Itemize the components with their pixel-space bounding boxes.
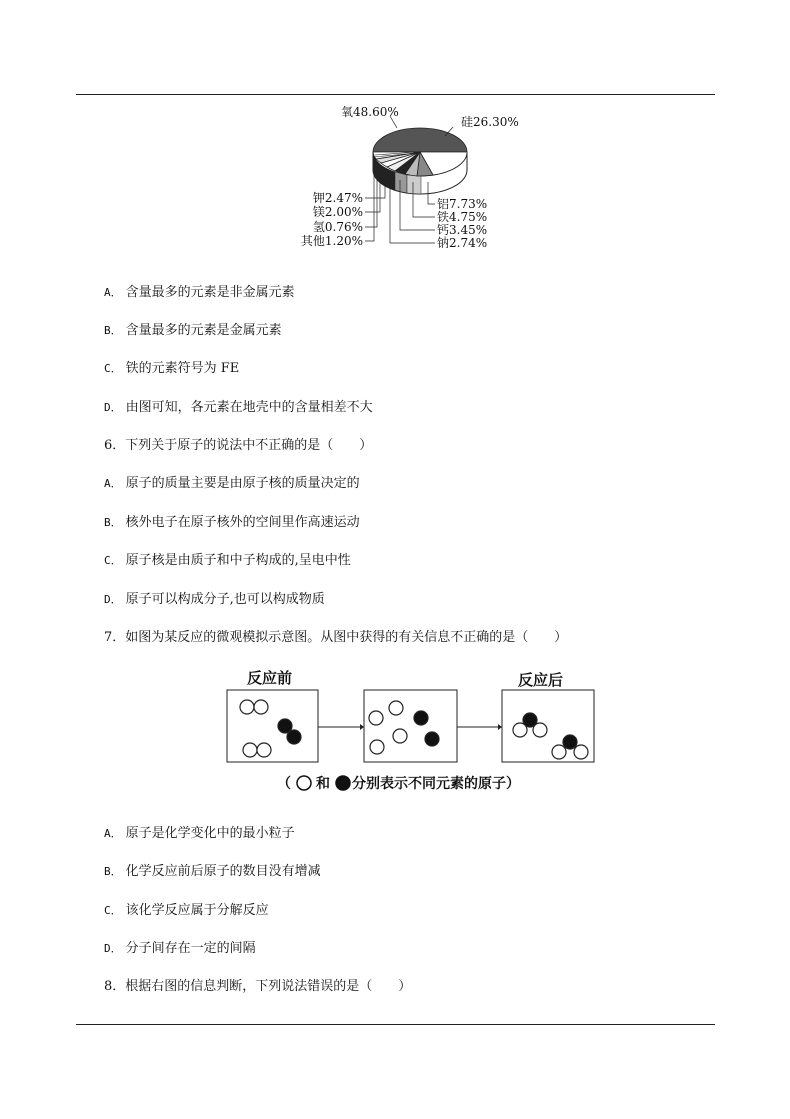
pie-label-aluminum: 铝7.73%: [437, 197, 488, 211]
option-text: 铁的元素符号为 FE: [125, 361, 240, 376]
option-letter: B．: [104, 516, 122, 529]
option-letter: D．: [104, 593, 122, 606]
q5-option-d: [104, 396, 373, 415]
q6-option-d: [104, 588, 325, 607]
crust-element-pie-chart: [295, 100, 520, 255]
option-letter: C．: [104, 362, 122, 375]
pie-label-sodium: 钠2.74%: [437, 236, 488, 250]
pie-label-hydrogen: 氢0.76%: [312, 220, 363, 234]
option-letter: A．: [104, 827, 122, 840]
option-text: 原子核是由质子和中子构成的,呈电中性: [125, 553, 351, 568]
q7-option-a: [104, 822, 295, 841]
option-letter: C．: [104, 904, 122, 917]
option-text: 原子是化学变化中的最小粒子: [125, 826, 295, 841]
legend-filled-circle-icon: [336, 776, 350, 790]
pie-label-potassium: 钾2.47%: [312, 191, 363, 205]
pie-slice-oxygen: [373, 128, 467, 152]
legend-and: 和: [316, 776, 330, 792]
option-text: 原子可以构成分子,也可以构成物质: [125, 592, 325, 607]
legend-open: （: [277, 776, 291, 792]
option-letter: D．: [104, 401, 122, 414]
q5-option-a: [104, 281, 295, 300]
q6-option-b: [104, 511, 360, 530]
q5-option-b: [104, 319, 282, 338]
q5-option-c: [104, 357, 239, 376]
option-text: 核外电子在原子核外的空间里作高速运动: [125, 515, 360, 530]
reaction-diagram: [220, 663, 610, 798]
q7-stem: 7．如图为某反应的微观模拟示意图。从图中获得的有关信息不正确的是（ ）: [104, 630, 568, 645]
q6-option-c: [104, 549, 351, 568]
pie-label-calcium: 钙3.45%: [437, 223, 488, 237]
option-letter: C．: [104, 554, 122, 567]
option-letter: A．: [104, 286, 122, 299]
option-text: 该化学反应属于分解反应: [125, 903, 269, 918]
option-letter: A．: [104, 477, 122, 490]
q6-option-a: [104, 472, 360, 491]
pie-label-iron: 铁4.75%: [437, 210, 488, 224]
legend-open-circle-icon: [297, 776, 311, 790]
pie-label-oxygen: 氧48.60%: [341, 105, 399, 119]
legend-rest: 分别表示不同元素的原子）: [352, 776, 520, 792]
option-text: 分子间存在一定的间隔: [125, 941, 256, 956]
option-text: 化学反应前后原子的数目没有增减: [125, 864, 321, 879]
q8-stem: 8．根据右图的信息判断，下列说法错误的是（ ）: [104, 979, 412, 994]
before-label: 反应前: [247, 669, 293, 687]
option-text: 原子的质量主要是由原子核的质量决定的: [125, 476, 360, 491]
option-letter: B．: [104, 324, 122, 337]
q7-option-c: [104, 899, 269, 918]
q6-stem: 6．下列关于原子的说法中不正确的是（ ）: [104, 438, 373, 453]
option-letter: B．: [104, 865, 122, 878]
before-box: [227, 690, 318, 762]
after-label: 反应后: [518, 671, 564, 689]
option-text: 含量最多的元素是非金属元素: [125, 285, 295, 300]
q7-option-d: [104, 937, 256, 956]
header-rule: [76, 94, 715, 95]
pie-label-silicon: 硅26.30%: [461, 115, 519, 129]
option-text: 含量最多的元素是金属元素: [125, 323, 282, 338]
footer-rule: [76, 1024, 715, 1025]
q7-option-b: [104, 860, 321, 879]
pie-label-other: 其他1.20%: [300, 234, 363, 248]
option-text: 由图可知，各元素在地壳中的含量相差不大: [125, 400, 373, 415]
option-letter: D．: [104, 942, 122, 955]
pie-label-magnesium: 镁2.00%: [312, 205, 363, 219]
